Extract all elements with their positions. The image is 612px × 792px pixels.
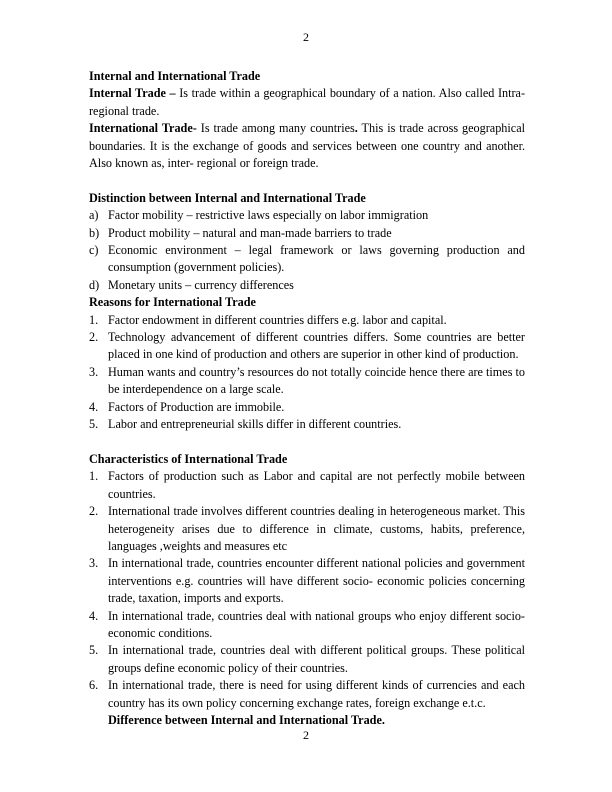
list-item xyxy=(89,468,525,503)
list-item-text: Factors of Production are immobile. xyxy=(108,399,285,414)
list-marker: 3. xyxy=(89,556,99,571)
list-item-text: Factor mobility – restrictive laws especially on labor immigration xyxy=(108,208,429,223)
list-item xyxy=(89,329,525,364)
page-footer-number: 2 xyxy=(303,728,309,742)
list-marker: 1. xyxy=(89,469,99,484)
paragraph-internal-trade xyxy=(89,85,525,120)
list-item xyxy=(89,225,525,242)
spacer-before-distinction xyxy=(89,172,525,189)
list-item-text: Monetary units – currency differences xyxy=(108,277,294,292)
list-marker: c) xyxy=(89,243,99,258)
list-item xyxy=(89,312,525,329)
list-marker: d) xyxy=(89,277,100,292)
list-marker: 5. xyxy=(89,643,99,658)
document-body xyxy=(89,68,525,729)
list-item-text: International trade involves different countries dealing in heterogeneous market. This heterogeneity arises due to difference in climate, customs, habits, preference, languages ,weights and measures etc xyxy=(108,504,525,553)
list-item xyxy=(89,608,525,643)
list-item xyxy=(89,642,525,677)
list-marker: 2. xyxy=(89,330,99,345)
list-item xyxy=(89,364,525,399)
spacer-before-characteristics xyxy=(89,434,525,451)
list-marker: b) xyxy=(89,225,100,240)
distinction-list xyxy=(89,207,525,294)
list-item-text: Labor and entrepreneurial skills differ in different countries. xyxy=(108,417,402,432)
section-heading-characteristics: Characteristics of International Trade xyxy=(89,451,288,466)
list-item xyxy=(89,677,525,712)
list-marker: 2. xyxy=(89,504,99,519)
list-marker: 6. xyxy=(89,678,99,693)
list-item-text: Factor endowment in different countries differs e.g. labor and capital. xyxy=(108,312,447,327)
reasons-list xyxy=(89,312,525,434)
section-heading-difference: Difference between Internal and International Trade. xyxy=(108,713,385,727)
list-marker: 5. xyxy=(89,417,99,432)
list-marker: 4. xyxy=(89,608,99,623)
list-item xyxy=(89,503,525,555)
list-item-text: In international trade, countries deal with different political groups. These political groups define economic policy of their countries. xyxy=(108,643,525,675)
section-heading-distinction: Distinction between Internal and International Trade xyxy=(89,190,366,205)
term-internal-trade: Internal Trade – xyxy=(89,86,176,101)
list-item-text: In international trade, countries deal with national groups who enjoy different socio-economic conditions. xyxy=(108,608,525,640)
page-header-number: 2 xyxy=(303,30,309,44)
definition-internal-trade: Is trade within a geographical boundary of a nation. Also called Intra-regional trade. xyxy=(89,86,526,118)
list-item-text: Product mobility – natural and man-made barriers to trade xyxy=(108,225,392,240)
definition-international-trade-period: . xyxy=(354,121,358,136)
section-heading-internal-and-international-trade: Internal and International Trade xyxy=(89,69,261,83)
section-heading-reasons: Reasons for International Trade xyxy=(89,295,256,310)
list-item-text: In international trade, there is need for using different kinds of currencies and each country has its own policy concerning exchange rates, foreign exchange e.t.c. xyxy=(108,678,525,710)
list-marker: 4. xyxy=(89,399,99,414)
list-item xyxy=(89,416,525,433)
characteristics-list xyxy=(89,468,525,712)
list-marker: 1. xyxy=(89,312,99,327)
term-international-trade: International Trade- xyxy=(89,121,197,136)
list-item-text: Human wants and country’s resources do not totally coincide hence there are times to be interdependence on a large scale. xyxy=(108,364,525,397)
definition-international-trade-part-b: This is trade across geographical boundaries. It is the exchange of goods and services between one country and another. Also known as, inter- regional or foreign trade. xyxy=(89,121,525,171)
list-item xyxy=(89,242,525,277)
list-marker: a) xyxy=(89,208,99,223)
list-item-text: Factors of production such as Labor and capital are not perfectly mobile between countries. xyxy=(108,469,525,501)
list-item xyxy=(89,399,525,416)
list-marker: 3. xyxy=(89,364,99,379)
list-item xyxy=(89,277,525,294)
list-item xyxy=(89,207,525,224)
definition-international-trade-part-a: Is trade among many countries xyxy=(196,121,355,136)
paragraph-international-trade xyxy=(89,120,525,172)
list-item-text: In international trade, countries encounter different national policies and government interventions e.g. countries will have different socio- economic policies concerning trade, taxation, imports and exports. xyxy=(108,556,525,606)
list-item xyxy=(89,555,525,607)
list-item-text: Technology advancement of different countries differs. Some countries are better placed in one kind of production and others are superior in other kind of production. xyxy=(108,330,525,362)
list-item-text: Economic environment – legal framework or laws governing production and consumption (government policies). xyxy=(108,243,525,275)
